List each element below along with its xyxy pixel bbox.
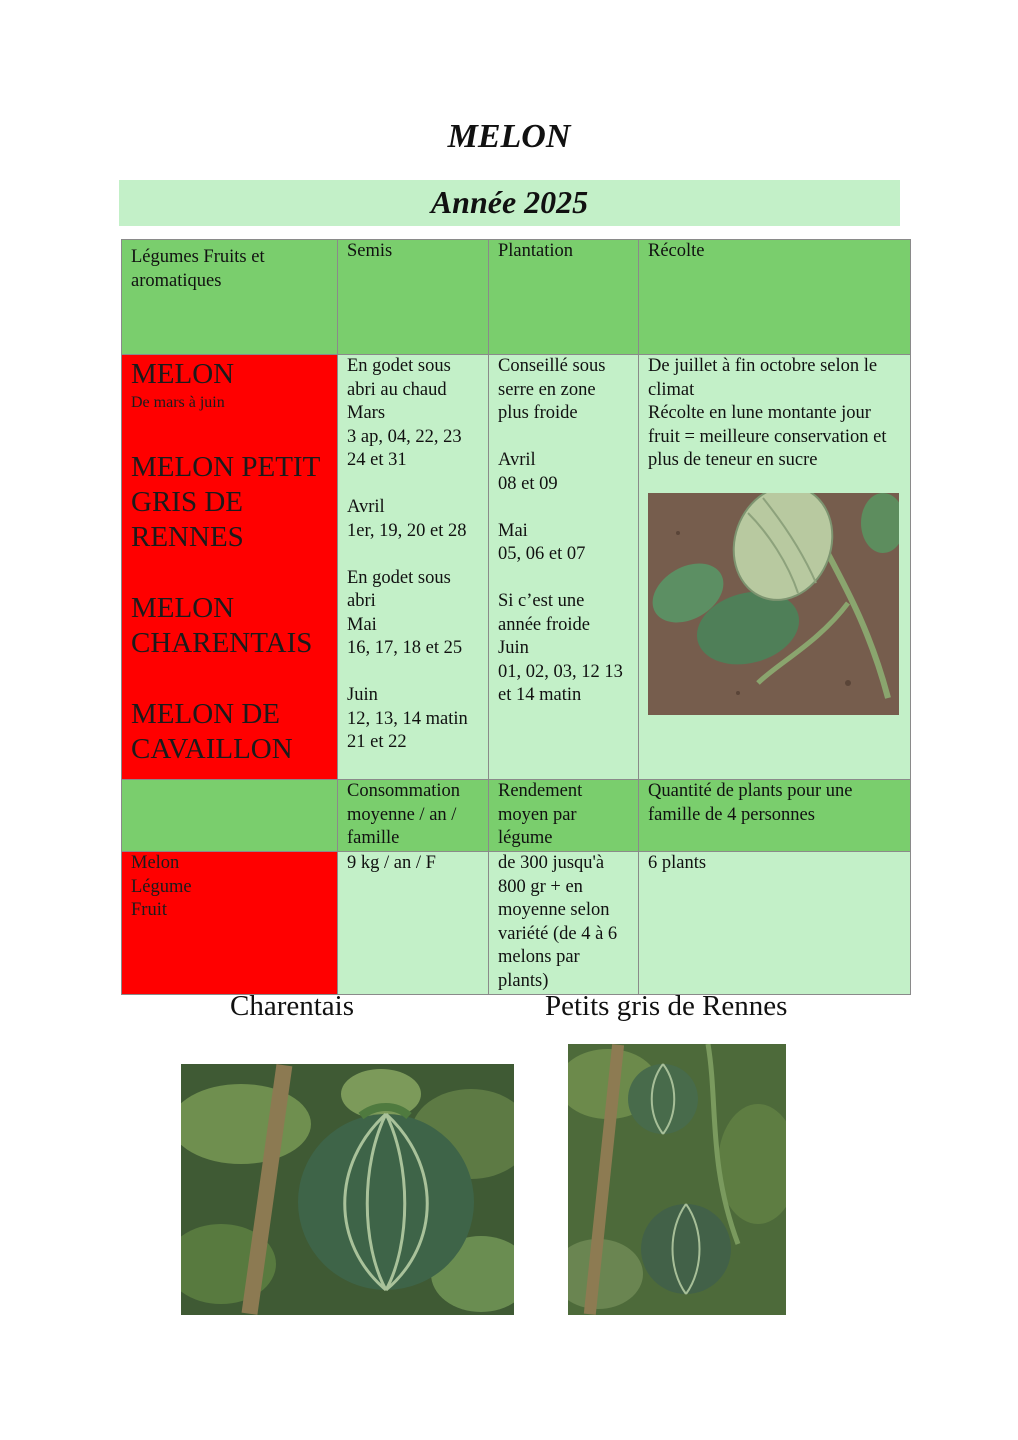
- harvest-melon-photo: [648, 493, 899, 715]
- header-vegetables: Légumes Fruits et aromatiques: [122, 240, 338, 355]
- metrics-header-empty: [122, 780, 338, 852]
- header-semis: Semis: [338, 240, 489, 355]
- variety-melon-period: De mars à juin: [131, 394, 225, 411]
- table-header-row: [122, 240, 911, 355]
- metrics-header-consumption: Consommation moyenne / an / famille: [338, 780, 489, 852]
- caption-charentais: Charentais: [230, 990, 355, 1022]
- table-row-metrics-header: [122, 780, 911, 852]
- caption-petits-gris: Petits gris de Rennes: [545, 990, 788, 1022]
- metrics-consumption: 9 kg / an / F: [338, 852, 489, 995]
- metrics-yield: de 300 jusqu'à 800 gr + en moyenne selon variété (de 4 à 6 melons par plants): [489, 852, 639, 995]
- metrics-header-plants: Quantité de plants pour une famille de 4 personnes: [639, 780, 911, 852]
- metrics-vegetable-name: Melon Légume Fruit: [122, 852, 338, 995]
- variety-petit-gris: MELON PETIT GRIS DE RENNES: [131, 451, 320, 553]
- plantation-cell: Conseillé sous serre en zone plus froide Avril 08 et 09 Mai 05, 06 et 07 Si c’est une année froide Juin 01, 02, 03, 12 13 et 14 matin: [489, 355, 639, 780]
- variety-charentais: MELON CHARENTAIS: [131, 592, 313, 659]
- charentais-melon-photo: [181, 1064, 514, 1315]
- semis-cell: En godet sous abri au chaud Mars 3 ap, 04, 22, 23 24 et 31 Avril 1er, 19, 20 et 28 En godet sous abri Mai 16, 17, 18 et 25 Juin 12, 13, 14 matin 21 et 22: [338, 355, 489, 780]
- header-recolte: Récolte: [639, 240, 911, 355]
- recolte-cell: [639, 355, 911, 780]
- header-plantation: Plantation: [489, 240, 639, 355]
- variety-cavaillon: MELON DE CAVAILLON: [131, 698, 293, 765]
- recolte-text: De juillet à fin octobre selon le climat Récolte en lune montante jour fruit = meilleure conservation et plus de teneur en sucre: [648, 356, 887, 470]
- year-banner: Année 2025: [119, 180, 900, 226]
- table-row-metrics: [122, 852, 911, 995]
- planting-calendar-table: [121, 239, 911, 995]
- varieties-cell: [122, 355, 338, 780]
- variety-melon: MELON: [131, 358, 235, 390]
- table-row-main: [122, 355, 911, 780]
- page-title: MELON: [447, 118, 571, 155]
- metrics-plants: 6 plants: [639, 852, 911, 995]
- petits-gris-melon-photo: [568, 1044, 786, 1315]
- metrics-header-yield: Rendement moyen par légume: [489, 780, 639, 852]
